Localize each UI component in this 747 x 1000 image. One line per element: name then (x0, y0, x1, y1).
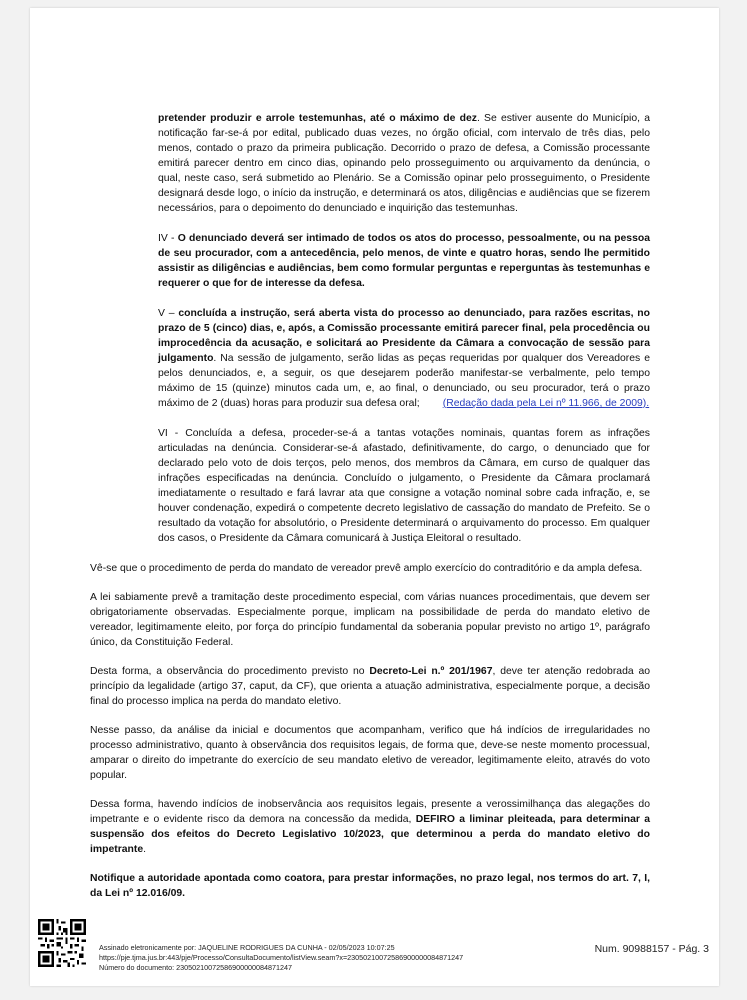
paragraph-text: Dessa forma, havendo indícios de inobservância aos requisitos legais, presente a verossimilhança das alegações do impetrante e o evidente risco da demora na concessão da medida, (90, 799, 650, 825)
quoted-paragraph-vi (158, 426, 650, 546)
bold-text: Decreto-Lei n.º 201/1967 (369, 666, 493, 677)
quoted-paragraph-iv (158, 231, 650, 291)
quoted-paragraph-v (158, 306, 650, 411)
item-number: V – (158, 308, 179, 319)
signed-by-text: Assinado eletronicamente por: JAQUELINE RODRIGUES DA CUNHA - 02/05/2023 10:07:25 (99, 943, 395, 952)
qr-code-icon (38, 919, 86, 967)
bold-text: pretender produzir e arrole testemunhas, até o máximo de dez (158, 113, 477, 124)
bold-text: DEFIRO a liminar pleiteada, para determinar a suspensão dos efeitos do Decreto Legislativo 10/2023, que determinou a perda do mandato eletivo do impetrante (90, 814, 650, 855)
paragraph-notifique (90, 871, 650, 901)
paragraph-text: . Se estiver ausente do Município, a notificação far-se-á por edital, publicado duas vezes, no órgão oficial, com intervalo de três dias, pelo menos, contado o prazo da primeira publicação. Decorrido o prazo de defesa, a Comissão processante emitirá parecer dentro em cinco dias, opinando pelo prosseguimento ou arquivamento da denúncia, o qual, neste caso, será submetido ao Plenário. Se a Comissão opinar pelo prosseguimento, o Presidente designará desde logo, o início da instrução, e determinará os atos, diligências e audiências que se fizerem necessários, para o depoimento do denunciado e inquirição das testemunhas. (158, 113, 650, 214)
signature-block (99, 943, 463, 973)
law-reference-link[interactable]: (Redação dada pela Lei nº 11.966, de 2009). (442, 398, 650, 409)
paragraph-lei (90, 590, 650, 650)
bold-text: Notifique a autoridade apontada como coatora, para prestar informações, no prazo legal, nos termos do art. 7, I, da Lei nº 12.016/09. (90, 873, 650, 899)
document-url[interactable]: https://pje.tjma.jus.br:443/pje/Processo/ConsultaDocumento/listView.seam?x=23050210072586900000084871247 (99, 953, 464, 962)
paragraph-text: Vê-se que o procedimento de perda do mandato de vereador prevê amplo exercício do contraditório e da ampla defesa. (90, 563, 643, 574)
document-body (90, 111, 650, 915)
paragraph-text: Nesse passo, da análise da inicial e documentos que acompanham, verifico que há indícios de irregularidades no processo administrativo, quanto à observância dos requisitos legais, de forma que, deve-se neste momento processual, amparar o direito do impetrante do exercício de seu mandato eletivo de vereador, legitimamente eleito, através do voto popular. (90, 725, 650, 781)
paragraph-text: Desta forma, a observância do procedimento previsto no (90, 666, 370, 677)
paragraph-text: , deve ter atenção redobrada ao princípio da legalidade (artigo 37, caput, da CF), que orienta a atuação administrativa, especialmente porque, a decisão final do processo implica na perda do mandato eletivo. (90, 666, 650, 707)
paragraph-text: VI - Concluída a defesa, proceder-se-á a tantas votações nominais, quantas forem as infrações articuladas na denúncia. Considerar-se-á afastado, definitivamente, do cargo, o denunciado que for declarado pelo voto de dois terços, pelo menos, dos membros da Câmara, em curso de qualquer das infrações especificadas na denúncia. Concluído o julgamento, o Presidente da Câmara proclamará imediatamente o resultado e fará lavrar ata que consigne a votação nominal sobre cada infração, e, se houver condenação, expedirá o competente decreto legislativo de cassação do mandato de Prefeito. Se o resultado da votação for absolutório, o Presidente determinará o arquivamento do processo. Em qualquer dos casos, o Presidente da Câmara comunicará à Justiça Eleitoral o resultado. (158, 428, 650, 544)
paragraph-text: A lei sabiamente prevê a tramitação deste procedimento especial, com várias nuances procedimentais, que devem ser obrigatoriamente observadas. Especialmente porque, implicam na possibilidade de perda do mandato eletivo de vereador, legitimamente eleito, por força do princípio fundamental da soberania popular previsto no artigo 1º, parágrafo único, da Constituição Federal. (90, 592, 650, 648)
bold-text: O denunciado deverá ser intimado de todos os atos do processo, pessoalmente, ou na pessoa de seu procurador, com a antecedência, pelo menos, de vinte e quatro horas, sendo lhe permitido assistir as diligências e audiências, bem como formular perguntas e reperguntas às testemunhas e requerer o que for de interesse da defesa. (158, 233, 650, 289)
item-number: IV - (158, 233, 178, 244)
page-number: Num. 90988157 - Pág. 3 (594, 943, 709, 955)
quoted-paragraph-iii (158, 111, 650, 216)
document-page (30, 8, 719, 986)
document-number: Número do documento: 23050210072586900000084871247 (99, 963, 293, 972)
signature-footer (30, 913, 719, 983)
paragraph-decreto (90, 664, 650, 709)
paragraph-analise (90, 723, 650, 783)
paragraph-text: . (143, 844, 147, 855)
paragraph-decisao (90, 797, 650, 857)
paragraph-text: . Na sessão de julgamento, serão lidas as peças requeridas por qualquer dos Vereadores e pelos denunciados, e, a seguir, os que desejarem poderão manifestar-se verbalmente, pelo tempo máximo de 15 (quinze) minutos cada um, e, ao final, o denunciado, ou seu procurador, terá o prazo máximo de 2 (duas) horas para produzir sua defesa oral; (158, 353, 650, 409)
bold-text: concluída a instrução, será aberta vista do processo ao denunciado, para razões escritas, no prazo de 5 (cinco) dias, e, após, a Comissão processante emitirá parecer final, pela procedência ou improcedência da acusação, e solicitará ao Presidente da Câmara a convocação de sessão para julgamento (158, 308, 651, 364)
paragraph-contraditorio (90, 561, 650, 576)
